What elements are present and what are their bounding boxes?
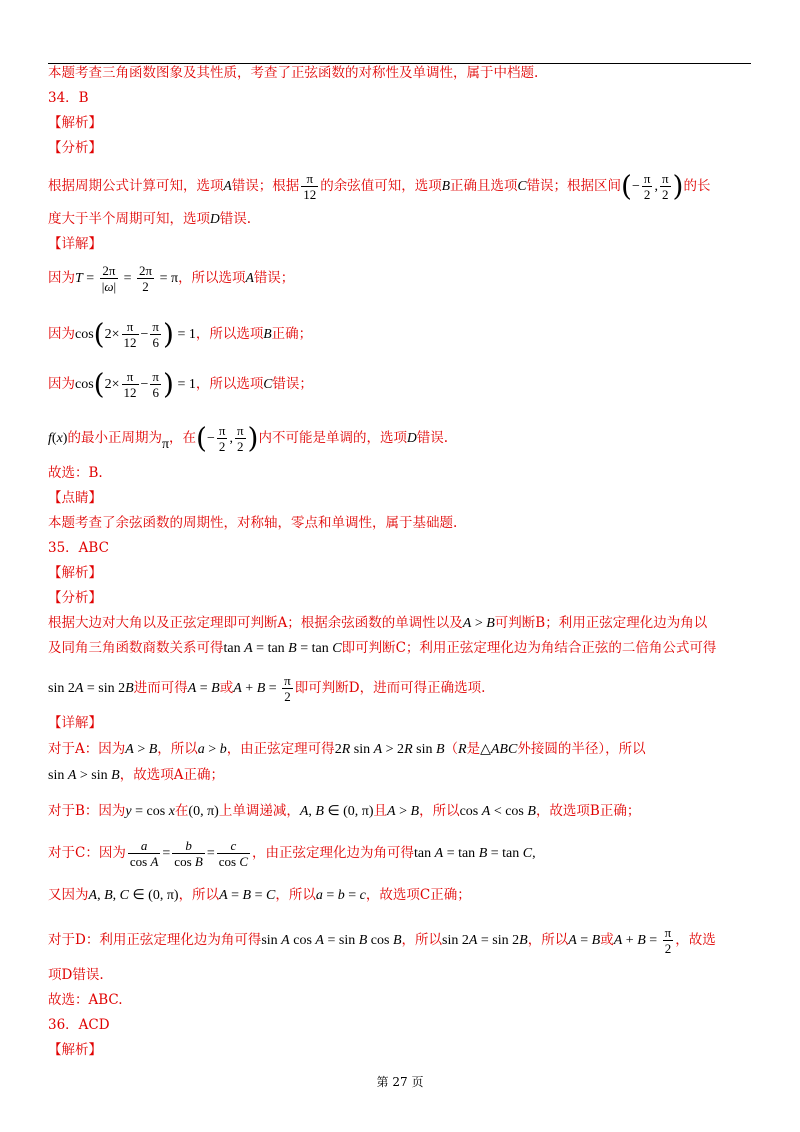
question-number: 34．B bbox=[48, 90, 89, 106]
section-heading: 【解析】 bbox=[48, 115, 102, 131]
paragraph-line: 本题考查了余弦函数的周期性，对称轴，零点和单调性，属于基础题. bbox=[48, 515, 458, 531]
question-number: 36．ACD bbox=[48, 1017, 110, 1033]
analysis-line: 及同角三角函数商数关系可得tan A = tan B = tan C即可判断C；利用正弦定理化边为角结合正弦的二倍角公式可得 bbox=[48, 640, 717, 656]
detail-line: 因为T = $\frac{2\pi}{|\omega|}$ = $\frac{2\pi}{2}$ = π，所以选项A错误； bbox=[48, 263, 295, 294]
analysis-line: 根据大边对大角以及正弦定理即可判断A；根据余弦函数的单调性以及A > B可判断B；利用正弦定理化边为角以 bbox=[48, 615, 708, 631]
detail-line: 对于C：因为 $\frac{a}{\text{cos A}}$ = $\frac{b}{\text{cos B}}$ = $\frac{c}{\text{cos C}}$ ，由正弦定理化边为角可得tan A = tan B = tan C, bbox=[48, 838, 536, 869]
detail-line: 对于D：利用正弦定理化边为角可得sin A cos A = sin B cos B，所以sin 2A = sin 2B，所以A = B或A + B = $\frac{\pi}{2}$ ，故选 bbox=[48, 925, 716, 956]
section-heading: 【解析】 bbox=[48, 1042, 102, 1058]
detail-line: 因为cos(2× $\frac{\pi}{12}$ − $\frac{\pi}{6}$ ) = 1，所以选项B正确； bbox=[48, 317, 313, 351]
detail-line: f(x)的最小正周期为π，在(− $\frac{\pi}{2}$ , $\frac{\pi}{2}$ )内不可能是单调的，选项D错误. bbox=[48, 421, 449, 455]
analysis-line: 度大于半个周期可知，选项D错误. bbox=[48, 211, 252, 227]
detail-line: 项D错误. bbox=[48, 967, 104, 983]
detail-line: 对于B：因为y = cos x在(0, π)上单调递减，A, B ∈ (0, π)且A > B，所以cos A < cos B，故选项B正确； bbox=[48, 803, 641, 819]
section-heading: 【详解】 bbox=[48, 715, 102, 731]
section-heading: 【详解】 bbox=[48, 236, 102, 252]
analysis-line: 根据周期公式计算可知，选项A错误；根据 $\frac{\pi}{12}$ 的余弦值可知，选项B正确且选项C错误；根据区间(− $\frac{\pi}{2}$ , $\frac{\pi}{2}$ )的长 bbox=[48, 169, 711, 203]
detail-line: 因为cos(2× $\frac{\pi}{12}$ − $\frac{\pi}{6}$ ) = 1，所以选项C错误； bbox=[48, 367, 313, 401]
detail-line: 又因为A, B, C ∈ (0, π)，所以A = B = C，所以a = b = c，故选项C正确； bbox=[48, 887, 471, 903]
section-heading: 【解析】 bbox=[48, 565, 102, 581]
detail-line: 对于A：因为A > B，所以a > b，由正弦定理可得2R sin A > 2R sin B（R是△ABC外接圆的半径），所以 bbox=[48, 741, 646, 757]
paragraph-line: 本题考查三角函数图象及其性质，考查了正弦函数的对称性及单调性，属于中档题. bbox=[48, 65, 539, 81]
page-number: 第 27 页 bbox=[376, 1075, 424, 1089]
section-heading: 【分析】 bbox=[48, 590, 102, 606]
analysis-line: sin 2A = sin 2B进而可得A = B或A + B = $\frac{\pi}{2}$ 即可判断D，进而可得正确选项. bbox=[48, 673, 486, 704]
section-heading: 【点睛】 bbox=[48, 490, 102, 506]
answer-line: 故选：B. bbox=[48, 465, 103, 481]
answer-line: 故选：ABC. bbox=[48, 992, 123, 1008]
question-number: 35．ABC bbox=[48, 540, 109, 556]
section-heading: 【分析】 bbox=[48, 140, 102, 156]
detail-line: sin A > sin B，故选项A正确； bbox=[48, 767, 224, 783]
